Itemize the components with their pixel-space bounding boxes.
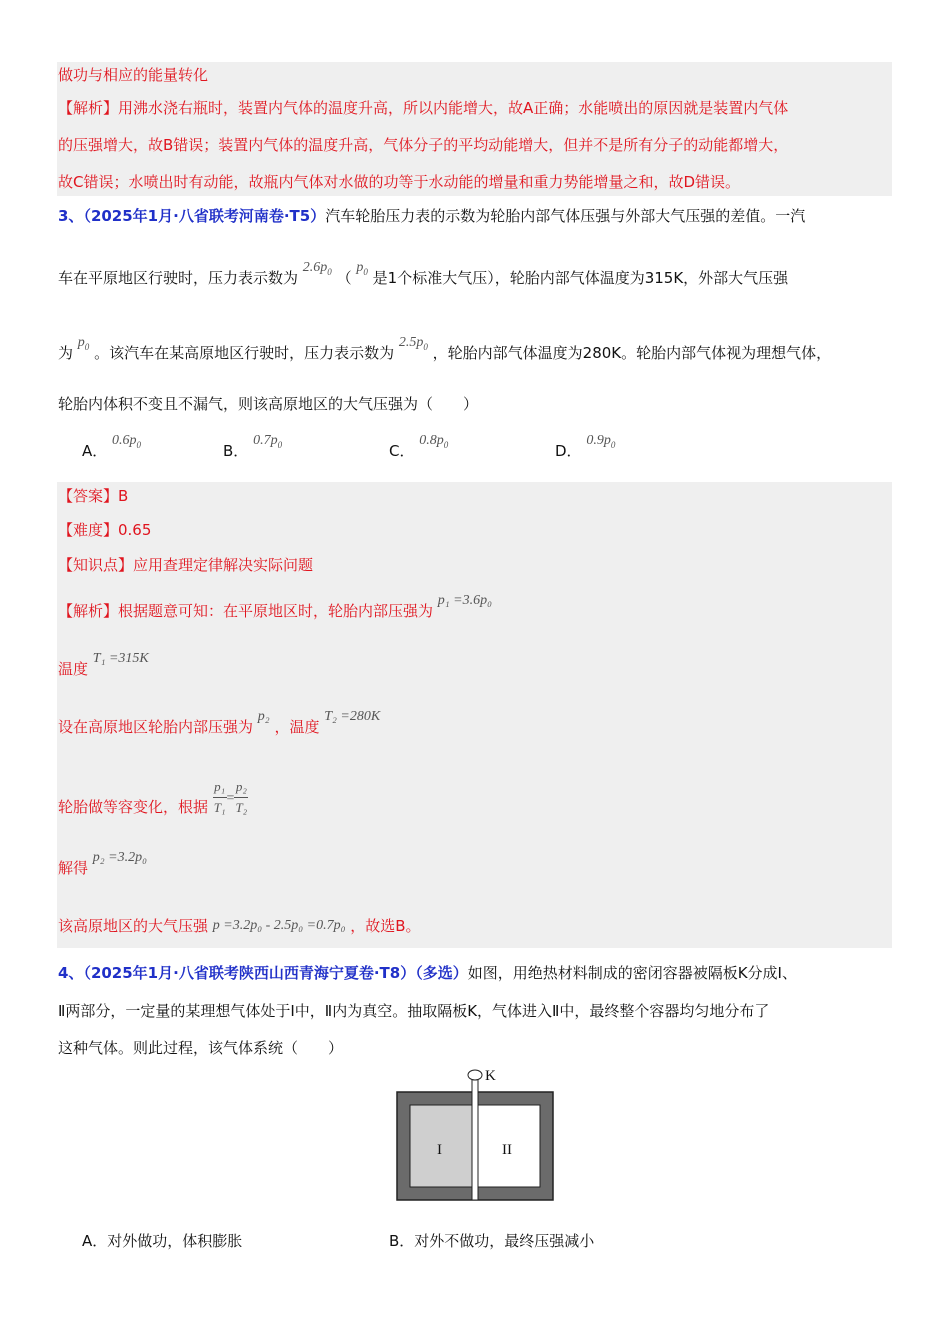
q3-math-2.6p: 2.6p (302, 260, 328, 275)
q3-text-3a: 为 (58, 344, 74, 362)
q3-source: （2025年1月·八省联考河南卷·T5） (83, 207, 326, 225)
q3-solution-box (57, 482, 892, 948)
q4-line-1 (58, 963, 797, 983)
analysis-text: ，故选B。 (350, 917, 421, 935)
q3-line-3 (58, 335, 832, 369)
q4-text-1: 如图，用绝热材料制成的密闭容器被隔板K分成Ⅰ、 (467, 964, 797, 982)
q3-answer: 【答案】B (58, 487, 129, 505)
option-value-text: 0.9p (586, 433, 611, 448)
option-value-text: 0.7p (253, 433, 278, 448)
partition-handle (468, 1070, 482, 1080)
q3-math-p0-b (78, 335, 90, 350)
q3-math-2.5p0 (399, 335, 428, 350)
sub-0: 0 (363, 266, 368, 277)
frac-den: T₂ (235, 800, 248, 815)
q3-option-c[interactable] (389, 433, 449, 462)
q4-number: 4、 (58, 964, 84, 982)
q3-option-d[interactable] (555, 433, 616, 462)
prev-line-1: 做功与相应的能量转化 (58, 66, 209, 84)
sub-0: 0 (327, 266, 332, 277)
sub-0: 0 (610, 439, 616, 450)
label-i: I (437, 1142, 442, 1158)
q3-math-p0-a (356, 260, 368, 275)
analysis-eq-t2: T₂ =280K (324, 709, 381, 724)
analysis-eq-t1: T₁ =315K (92, 651, 149, 666)
frac-den: T₁ (213, 800, 226, 815)
analysis-eq-p1: p₁ =3.6p₀ (437, 593, 492, 608)
prev-line-3: 的压强增大，故B错误；装置内气体的温度升高，气体分子的平均动能增大，但并不是所有分子的动能都增大， (58, 136, 789, 154)
fraction-p2-t2 (234, 777, 248, 818)
option-value (586, 433, 615, 448)
option-label: B． (389, 1232, 415, 1250)
analysis-text: ，温度 (274, 718, 320, 736)
prev-line-2: 【解析】用沸水浇右瓶时，装置内气体的温度升高，所以内能增大，故A正确；水能喷出的原因就是装置内气体 (58, 99, 789, 117)
label-k: K (485, 1068, 496, 1084)
analysis-text: 设在高原地区轮胎内部压强为 (58, 718, 254, 736)
label-ii: II (502, 1142, 512, 1158)
q3-line-1 (58, 206, 805, 226)
sub-0: 0 (84, 341, 90, 352)
analysis-text: 解得 (58, 859, 89, 877)
q3-line-4: 轮胎内体积不变且不漏气，则该高原地区的大气压强为（ ） (58, 395, 479, 413)
option-label: A． (82, 442, 108, 460)
q3-analysis-1 (58, 593, 492, 623)
q3-option-a[interactable] (82, 433, 142, 462)
option-value-text: 对外不做功，最终压强减小 (414, 1232, 595, 1250)
q3-text-3c: ，轮胎内部气体温度为280K。轮胎内部气体视为理想气体， (432, 344, 832, 362)
analysis-eq-final: p =3.2p₀ - 2.5p₀ =0.7p₀ (212, 918, 346, 933)
option-value-text: 对外做功，体积膨胀 (107, 1232, 243, 1250)
q3-analysis-6 (58, 916, 421, 938)
q3-math-2.6p0 (303, 260, 332, 275)
analysis-text: 【解析】根据题意可知：在平原地区时，轮胎内部压强为 (58, 602, 434, 620)
option-value-text: 0.6p (112, 433, 137, 448)
frac-num: p₁ (213, 777, 227, 798)
q3-text-2c: 是1个标准大气压），轮胎内部气体温度为315K，外部大气压强 (372, 269, 789, 287)
analysis-eq-p2: p₂ (257, 709, 270, 724)
q3-line-2 (58, 260, 789, 294)
q3-math-p: p (356, 260, 364, 275)
q3-option-b[interactable] (223, 433, 283, 462)
analysis-text: 该高原地区的大气压强 (58, 917, 209, 935)
q3-number: 3、 (58, 207, 84, 225)
sub-0: 0 (423, 341, 428, 352)
q4-line-3: 这种气体。则此过程，该气体系统（ ） (58, 1039, 344, 1057)
option-label: B． (223, 442, 249, 460)
q3-analysis-2 (58, 651, 149, 681)
q3-text-1: 汽车轮胎压力表的示数为轮胎内部气体压强与外部大气压强的差值。一汽 (325, 207, 806, 225)
q4-option-a[interactable] (82, 1230, 242, 1251)
option-value (253, 433, 282, 448)
q4-source: （2025年1月·八省联考陕西山西青海宁夏卷·T8） (83, 964, 416, 982)
frac-num: p₂ (234, 777, 248, 798)
analysis-text: 温度 (58, 660, 89, 678)
option-label: C． (389, 442, 415, 460)
q3-text-3b: 。该汽车在某高原地区行驶时，压力表示数为 (94, 344, 395, 362)
q4-multi-tag: （多选） (415, 964, 468, 982)
container-diagram (390, 1066, 560, 1206)
fraction-p1-t1 (213, 777, 227, 818)
analysis-eq-p2-result: p₂ =3.2p₀ (92, 850, 147, 865)
q3-math-p: p (77, 335, 85, 350)
q3-text-2b: （ (336, 269, 352, 287)
analysis-text: 轮胎做等容变化，根据 (58, 798, 209, 816)
partition-k (472, 1079, 478, 1200)
q3-text-2a: 车在平原地区行驶时，压力表示数为 (58, 269, 299, 287)
q3-math-2.5p: 2.5p (398, 335, 424, 350)
sub-0: 0 (277, 439, 283, 450)
q3-analysis-4 (58, 779, 248, 828)
q4-option-b[interactable] (389, 1230, 594, 1251)
sub-0: 0 (443, 439, 449, 450)
option-label: D． (555, 442, 582, 460)
frac-equals: = (226, 791, 235, 806)
q3-analysis-3 (58, 709, 381, 739)
q3-analysis-5 (58, 850, 147, 880)
q4-line-2: Ⅱ两部分，一定量的某理想气体处于Ⅰ中，Ⅱ内为真空。抽取隔板K，气体进入Ⅱ中，最终整个容器均匀地分布了 (58, 1002, 770, 1020)
option-label: A． (82, 1232, 108, 1250)
q3-knowledge: 【知识点】应用查理定律解决实际问题 (58, 556, 314, 574)
sub-0: 0 (136, 439, 142, 450)
option-value (419, 433, 448, 448)
option-value-text: 0.8p (419, 433, 444, 448)
option-value (112, 433, 141, 448)
q3-difficulty: 【难度】0.65 (58, 521, 152, 539)
prev-line-4: 故C错误；水喷出时有动能，故瓶内气体对水做的功等于水动能的增量和重力势能增量之和，故D错误。 (58, 173, 741, 191)
